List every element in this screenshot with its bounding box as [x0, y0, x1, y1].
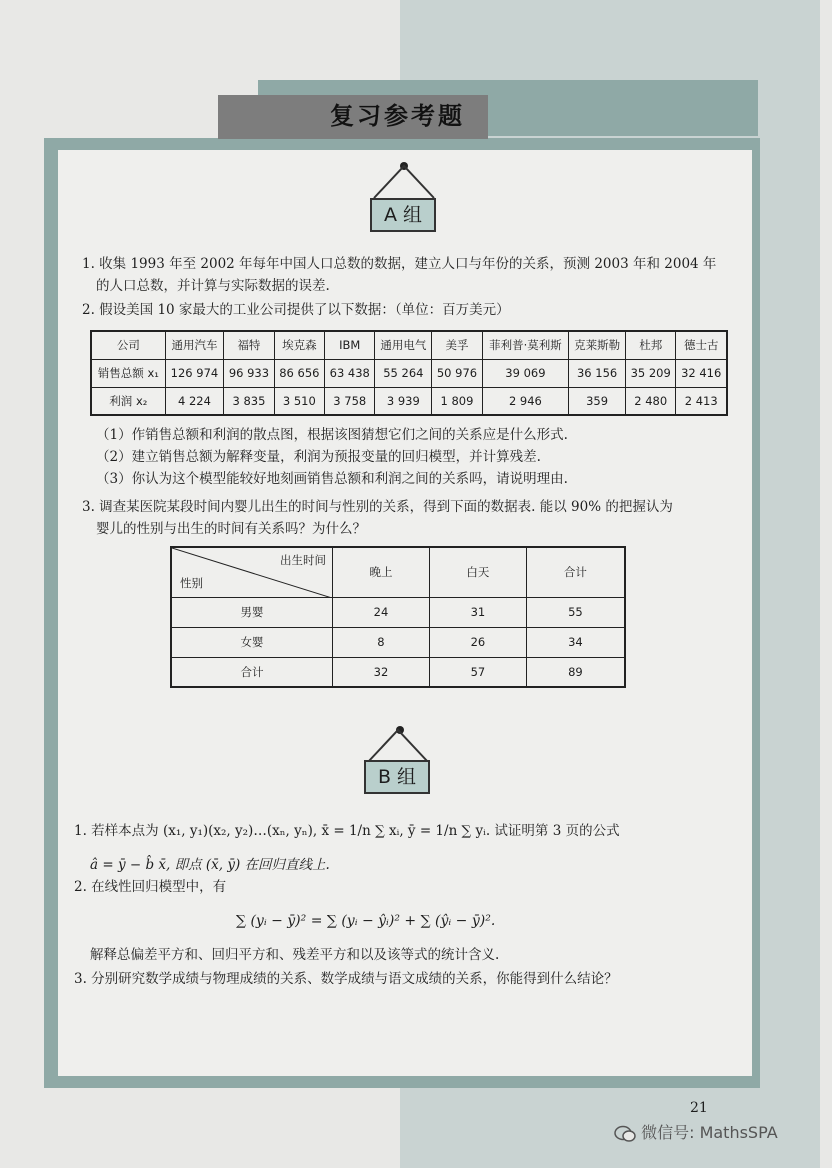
watermark [614, 1120, 778, 1143]
table-cell: 86 656 [274, 359, 324, 387]
table-cell: 57 [429, 657, 526, 687]
table-cell: 公司 [91, 331, 165, 359]
a-q2-part3: （3）你认为这个模型能较好地刻画销售总额和利润之间的关系吗，请说明理由. [96, 471, 568, 487]
table-cell: 4 224 [165, 387, 224, 415]
page-title: 复习参考题 [330, 102, 465, 130]
table-row [171, 597, 625, 627]
table-cell: 26 [429, 627, 526, 657]
table-header-cell: 晚上 [333, 547, 430, 597]
table-cell: 55 264 [375, 359, 432, 387]
table-cell: 通用汽车 [165, 331, 224, 359]
table-cell: 销售总额 x₁ [91, 359, 165, 387]
table-cell: 2 946 [482, 387, 569, 415]
wechat-icon [614, 1125, 636, 1143]
watermark-text: 微信号: MathsSPA [641, 1123, 778, 1142]
table-cell: 39 069 [482, 359, 569, 387]
table-cell: 利润 x₂ [91, 387, 165, 415]
table-cell: 2 480 [626, 387, 676, 415]
table-header-cell: 合计 [526, 547, 625, 597]
corner-top-label: 出生时间 [280, 553, 326, 567]
a-q1: 1. 收集 1993 年至 2002 年每年中国人口总数的数据，建立人口与年份的关系，预测 2003 年和 2004 年 [82, 256, 717, 272]
corner-bottom-label: 性别 [180, 575, 203, 590]
a-q2-part1: （1）作销售总额和利润的散点图，根据该图猜想它们之间的关系应是什么形式. [96, 427, 568, 443]
table-cell: 合计 [171, 657, 333, 687]
table-cell: 1 809 [432, 387, 482, 415]
b-q2: 2. 在线性回归模型中，有 [74, 879, 227, 895]
table-cell: 2 413 [676, 387, 727, 415]
table-cell: 35 209 [626, 359, 676, 387]
table-cell: 34 [526, 627, 625, 657]
table-cell: 克莱斯勒 [569, 331, 626, 359]
hanger-string-icon [364, 728, 434, 764]
table-cell: 男婴 [171, 597, 333, 627]
table-cell: 32 [333, 657, 430, 687]
table-row [91, 387, 727, 415]
table-cell: 通用电气 [375, 331, 432, 359]
a-q3: 3. 调查某医院某段时间内婴儿出生的时间与性别的关系，得到下面的数据表. 能以 90% 的把握认为 [82, 499, 673, 515]
table-row [91, 359, 727, 387]
section-a-sign: A 组 [370, 198, 436, 232]
birth-table [170, 546, 626, 688]
table-cell: 美孚 [432, 331, 482, 359]
b-q1-cont: â = ȳ − b̂ x̄, 即点 (x̄, ȳ) 在回归直线上. [90, 857, 330, 873]
b-q2-formula: ∑ (yᵢ − ȳ)² = ∑ (yᵢ − ŷᵢ)² + ∑ (ŷᵢ − ȳ)². [236, 913, 496, 929]
table-row [171, 547, 625, 597]
table-cell: 96 933 [224, 359, 274, 387]
table-header-cell: 白天 [429, 547, 526, 597]
hanger-string-icon [370, 164, 440, 200]
table-cell: 杜邦 [626, 331, 676, 359]
b-q2-cont: 解释总偏差平方和、回归平方和、残差平方和以及该等式的统计含义. [90, 947, 500, 963]
b-q1: 1. 若样本点为 (x₁, y₁)(x₂, y₂)…(xₙ, yₙ), x̄ = 1/n ∑ xᵢ, ȳ = 1/n ∑ yᵢ. 试证明第 3 页的公式 [74, 823, 620, 839]
table-cell: 24 [333, 597, 430, 627]
table-cell: 8 [333, 627, 430, 657]
table-cell: 359 [569, 387, 626, 415]
b-q3: 3. 分别研究数学成绩与物理成绩的关系、数学成绩与语文成绩的关系，你能得到什么结论？ [74, 971, 618, 987]
table-cell: 菲利普·莫利斯 [482, 331, 569, 359]
a-q1-cont: 的人口总数，并计算与实际数据的误差. [96, 278, 330, 294]
table-cell: 55 [526, 597, 625, 627]
table-cell: 女婴 [171, 627, 333, 657]
table-cell: 3 758 [325, 387, 375, 415]
table-cell: IBM [325, 331, 375, 359]
a-q2-part2: （2）建立销售总额为解释变量，利润为预报变量的回归模型，并计算残差. [96, 449, 541, 465]
table-corner-cell [171, 547, 333, 597]
table-row [171, 657, 625, 687]
table-cell: 36 156 [569, 359, 626, 387]
table-cell: 德士古 [676, 331, 727, 359]
table-cell: 埃克森 [274, 331, 324, 359]
table-cell: 3 939 [375, 387, 432, 415]
table-cell: 89 [526, 657, 625, 687]
a-q2: 2. 假设美国 10 家最大的工业公司提供了以下数据：（单位：百万美元） [82, 302, 510, 318]
table-row [171, 627, 625, 657]
table-cell: 31 [429, 597, 526, 627]
a-q3-cont: 婴儿的性别与出生的时间有关系吗？为什么？ [96, 521, 366, 537]
section-b-sign: B 组 [364, 760, 430, 794]
table-cell: 福特 [224, 331, 274, 359]
table-cell: 3 835 [224, 387, 274, 415]
table-row [91, 331, 727, 359]
table-cell: 32 416 [676, 359, 727, 387]
table-cell: 3 510 [274, 387, 324, 415]
table-cell: 126 974 [165, 359, 224, 387]
table-cell: 63 438 [325, 359, 375, 387]
page-number: 21 [690, 1100, 708, 1116]
company-table [90, 330, 728, 416]
table-cell: 50 976 [432, 359, 482, 387]
